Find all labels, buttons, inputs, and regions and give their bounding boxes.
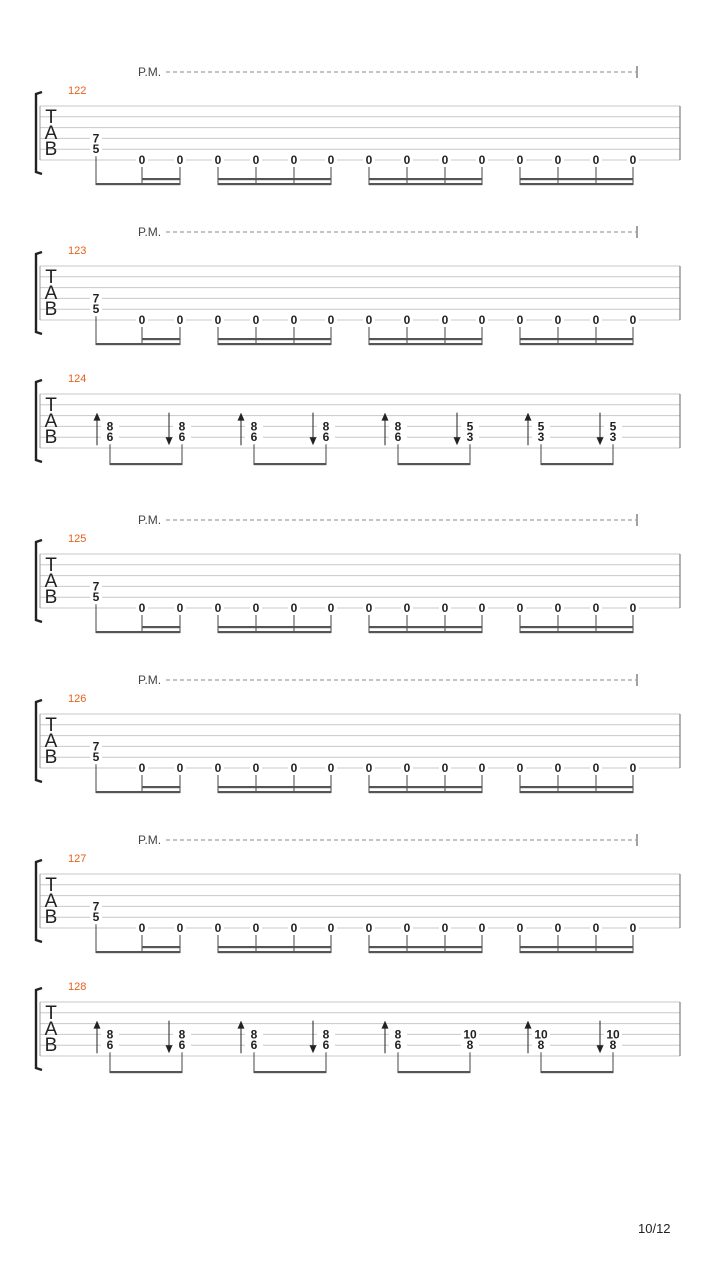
tab-clef-letter: T <box>45 875 57 896</box>
fret-number: 0 <box>290 761 298 775</box>
beam <box>369 183 482 185</box>
system-bracket <box>36 380 42 462</box>
tab-clef-letter: T <box>45 1003 57 1024</box>
beam <box>520 791 633 793</box>
fret-number: 8 <box>322 419 330 434</box>
fret-number: 6 <box>322 1038 330 1053</box>
fret-number: 0 <box>441 153 449 167</box>
fret-number: 5 <box>609 419 617 434</box>
fret-number: 6 <box>394 430 402 445</box>
fret-number: 0 <box>327 921 335 935</box>
fret-number: 0 <box>365 313 373 327</box>
tab-system <box>36 65 680 185</box>
fret-number: 0 <box>403 761 411 775</box>
system-bracket <box>36 988 42 1070</box>
palm-mute-label: P.M. <box>138 225 162 239</box>
fret-number: 3 <box>466 430 474 445</box>
fret-number: 8 <box>322 1027 330 1042</box>
tab-clef-letter: B <box>44 907 58 928</box>
tab-system <box>36 833 680 953</box>
fret-number: 0 <box>441 601 449 615</box>
fret-number: 0 <box>176 921 184 935</box>
upstroke-arrow-icon <box>382 413 389 421</box>
downstroke-arrow-icon <box>454 437 461 445</box>
beam <box>110 463 182 465</box>
fret-number: 0 <box>138 153 146 167</box>
fret-number: 0 <box>629 153 637 167</box>
fret-number: 0 <box>214 601 222 615</box>
fret-number: 6 <box>178 430 186 445</box>
fret-number: 5 <box>92 142 100 157</box>
beam <box>218 343 331 345</box>
measure-number: 126 <box>68 693 87 705</box>
tab-clef-letter: T <box>45 715 57 736</box>
beam <box>369 786 482 788</box>
beam <box>520 946 633 948</box>
fret-number: 0 <box>252 153 260 167</box>
fret-number: 0 <box>327 761 335 775</box>
beam <box>96 791 180 793</box>
downstroke-arrow-icon <box>597 1045 604 1053</box>
beam <box>142 946 180 948</box>
fret-number: 0 <box>176 601 184 615</box>
fret-number: 0 <box>290 153 298 167</box>
fret-number: 0 <box>176 761 184 775</box>
downstroke-arrow-icon <box>166 437 173 445</box>
fret-number: 0 <box>138 921 146 935</box>
upstroke-arrow-icon <box>382 1021 389 1029</box>
fret-number: 0 <box>516 761 524 775</box>
beam <box>142 338 180 340</box>
fret-number: 0 <box>478 761 486 775</box>
fret-number: 7 <box>92 131 100 146</box>
fret-number: 10 <box>606 1027 620 1042</box>
fret-number: 0 <box>403 601 411 615</box>
fret-number: 0 <box>403 153 411 167</box>
fret-number: 0 <box>214 313 222 327</box>
fret-number: 0 <box>554 601 562 615</box>
beam <box>369 338 482 340</box>
beam <box>110 1071 182 1073</box>
beam <box>218 626 331 628</box>
fret-number: 0 <box>441 761 449 775</box>
fret-number: 0 <box>214 153 222 167</box>
measure-number: 123 <box>68 245 87 257</box>
fret-number: 0 <box>252 761 260 775</box>
beam <box>96 951 180 953</box>
beam <box>218 631 331 633</box>
page-number: 10/12 <box>638 1221 671 1236</box>
fret-number: 0 <box>176 313 184 327</box>
tab-system <box>36 373 680 465</box>
fret-number: 0 <box>554 921 562 935</box>
palm-mute-label: P.M. <box>138 513 162 527</box>
fret-number: 7 <box>92 899 100 914</box>
fret-number: 0 <box>629 921 637 935</box>
beam <box>218 791 331 793</box>
beam <box>520 178 633 180</box>
fret-number: 0 <box>629 761 637 775</box>
upstroke-arrow-icon <box>525 413 532 421</box>
fret-number: 8 <box>178 1027 186 1042</box>
fret-number: 0 <box>554 153 562 167</box>
beam <box>520 951 633 953</box>
tab-clef-letter: B <box>44 587 58 608</box>
beam <box>218 183 331 185</box>
fret-number: 0 <box>365 601 373 615</box>
beam <box>218 946 331 948</box>
tab-clef-letter: A <box>44 283 58 304</box>
beam <box>218 951 331 953</box>
fret-number: 3 <box>537 430 545 445</box>
measure-number: 125 <box>68 533 87 545</box>
fret-number: 5 <box>92 750 100 765</box>
tab-clef-letter: T <box>45 267 57 288</box>
beam <box>254 1071 326 1073</box>
fret-number: 0 <box>327 313 335 327</box>
fret-number: 0 <box>327 153 335 167</box>
tab-clef-letter: T <box>45 395 57 416</box>
fret-number: 7 <box>92 579 100 594</box>
fret-number: 8 <box>250 419 258 434</box>
fret-number: 6 <box>322 430 330 445</box>
beam <box>142 626 180 628</box>
fret-number: 3 <box>609 430 617 445</box>
fret-number: 6 <box>394 1038 402 1053</box>
fret-number: 6 <box>106 430 114 445</box>
fret-number: 0 <box>592 761 600 775</box>
fret-number: 0 <box>138 601 146 615</box>
downstroke-arrow-icon <box>597 437 604 445</box>
tab-clef-letter: T <box>45 555 57 576</box>
fret-number: 8 <box>250 1027 258 1042</box>
fret-number: 6 <box>106 1038 114 1053</box>
tab-clef-letter: B <box>44 427 58 448</box>
fret-number: 0 <box>290 921 298 935</box>
fret-number: 0 <box>516 921 524 935</box>
fret-number: 0 <box>478 601 486 615</box>
fret-number: 0 <box>592 601 600 615</box>
beam <box>520 183 633 185</box>
downstroke-arrow-icon <box>310 437 317 445</box>
fret-number: 0 <box>214 921 222 935</box>
fret-number: 0 <box>516 313 524 327</box>
fret-number: 0 <box>290 313 298 327</box>
tab-clef-letter: A <box>44 123 58 144</box>
measure-number: 128 <box>68 981 87 993</box>
beam <box>142 178 180 180</box>
fret-number: 7 <box>92 739 100 754</box>
tab-clef-letter: B <box>44 1035 58 1056</box>
beam <box>541 1071 613 1073</box>
fret-number: 5 <box>92 302 100 317</box>
fret-number: 0 <box>592 313 600 327</box>
tab-clef-letter: A <box>44 891 58 912</box>
beam <box>218 178 331 180</box>
fret-number: 6 <box>250 1038 258 1053</box>
beam <box>398 1071 470 1073</box>
fret-number: 8 <box>466 1038 474 1053</box>
fret-number: 8 <box>394 1027 402 1042</box>
system-bracket <box>36 700 42 782</box>
tab-clef-letter: B <box>44 139 58 160</box>
fret-number: 5 <box>537 419 545 434</box>
tab-system <box>36 673 680 793</box>
beam <box>218 338 331 340</box>
upstroke-arrow-icon <box>238 1021 245 1029</box>
beam <box>142 786 180 788</box>
fret-number: 0 <box>365 761 373 775</box>
beam <box>369 946 482 948</box>
fret-number: 5 <box>92 590 100 605</box>
fret-number: 0 <box>478 153 486 167</box>
fret-number: 0 <box>365 921 373 935</box>
fret-number: 0 <box>592 153 600 167</box>
tab-system <box>36 981 680 1073</box>
fret-number: 0 <box>441 921 449 935</box>
beam <box>520 626 633 628</box>
fret-number: 6 <box>178 1038 186 1053</box>
downstroke-arrow-icon <box>166 1045 173 1053</box>
downstroke-arrow-icon <box>310 1045 317 1053</box>
tab-clef-letter: A <box>44 411 58 432</box>
fret-number: 0 <box>403 921 411 935</box>
system-bracket <box>36 92 42 174</box>
palm-mute-label: P.M. <box>138 673 162 687</box>
beam <box>369 951 482 953</box>
palm-mute-label: P.M. <box>138 833 162 847</box>
fret-number: 5 <box>466 419 474 434</box>
beam <box>520 343 633 345</box>
fret-number: 8 <box>609 1038 617 1053</box>
beam <box>369 343 482 345</box>
beam <box>520 631 633 633</box>
fret-number: 0 <box>554 761 562 775</box>
fret-number: 10 <box>534 1027 548 1042</box>
measure-number: 122 <box>68 85 87 97</box>
measure-number: 124 <box>68 373 87 385</box>
fret-number: 0 <box>403 313 411 327</box>
beam <box>218 786 331 788</box>
tab-clef-letter: B <box>44 747 58 768</box>
fret-number: 8 <box>106 419 114 434</box>
system-bracket <box>36 252 42 334</box>
fret-number: 0 <box>252 313 260 327</box>
fret-number: 0 <box>478 313 486 327</box>
tab-clef-letter: B <box>44 299 58 320</box>
beam <box>369 791 482 793</box>
fret-number: 0 <box>138 761 146 775</box>
upstroke-arrow-icon <box>94 1021 101 1029</box>
fret-number: 0 <box>327 601 335 615</box>
tab-clef-letter: A <box>44 1019 58 1040</box>
beam <box>96 343 180 345</box>
fret-number: 0 <box>554 313 562 327</box>
beam <box>541 463 613 465</box>
measure-number: 127 <box>68 853 87 865</box>
fret-number: 0 <box>629 601 637 615</box>
upstroke-arrow-icon <box>238 413 245 421</box>
fret-number: 0 <box>138 313 146 327</box>
fret-number: 8 <box>178 419 186 434</box>
fret-number: 8 <box>106 1027 114 1042</box>
fret-number: 5 <box>92 910 100 925</box>
fret-number: 0 <box>290 601 298 615</box>
tab-clef-letter: A <box>44 731 58 752</box>
beam <box>520 338 633 340</box>
fret-number: 0 <box>478 921 486 935</box>
fret-number: 0 <box>516 601 524 615</box>
beam <box>369 626 482 628</box>
system-bracket <box>36 540 42 622</box>
fret-number: 0 <box>441 313 449 327</box>
beam <box>96 183 180 185</box>
fret-number: 8 <box>537 1038 545 1053</box>
system-bracket <box>36 860 42 942</box>
beam <box>398 463 470 465</box>
tab-clef-letter: T <box>45 107 57 128</box>
fret-number: 0 <box>252 921 260 935</box>
fret-number: 10 <box>463 1027 477 1042</box>
palm-mute-label: P.M. <box>138 65 162 79</box>
fret-number: 0 <box>214 761 222 775</box>
fret-number: 0 <box>365 153 373 167</box>
fret-number: 0 <box>176 153 184 167</box>
fret-number: 6 <box>250 430 258 445</box>
fret-number: 8 <box>394 419 402 434</box>
tab-system <box>36 513 680 633</box>
beam <box>254 463 326 465</box>
fret-number: 0 <box>592 921 600 935</box>
beam <box>369 178 482 180</box>
fret-number: 0 <box>516 153 524 167</box>
beam <box>520 786 633 788</box>
upstroke-arrow-icon <box>94 413 101 421</box>
fret-number: 0 <box>629 313 637 327</box>
beam <box>369 631 482 633</box>
fret-number: 0 <box>252 601 260 615</box>
tab-clef-letter: A <box>44 571 58 592</box>
upstroke-arrow-icon <box>525 1021 532 1029</box>
fret-number: 7 <box>92 291 100 306</box>
tab-system <box>36 225 680 345</box>
beam <box>96 631 180 633</box>
